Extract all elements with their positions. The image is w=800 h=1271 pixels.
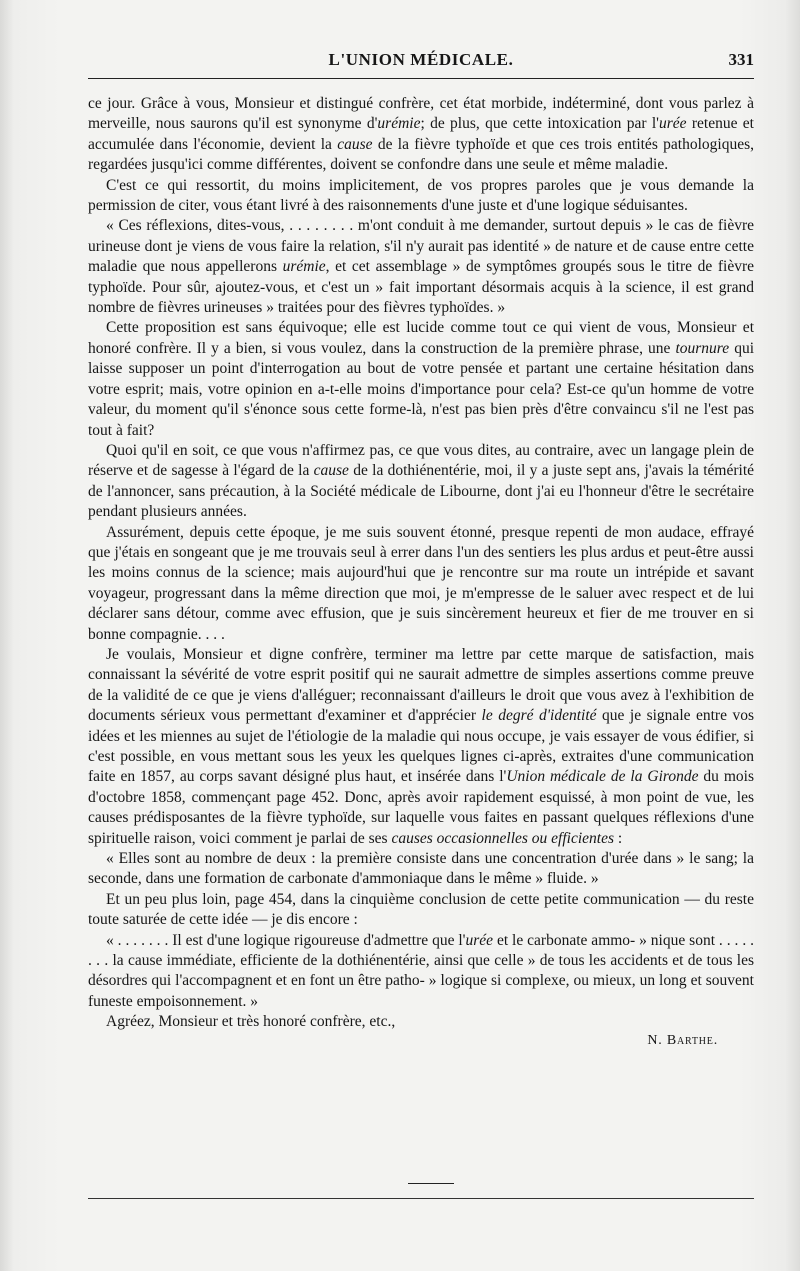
text-run: qui laisse supposer un point d'interrogation au bout de votre pensée et partant une certaine hésitation dans votre esprit; mais, votre opinion en a-t-elle moins d'importance pour cela? Est-ce qu'un homme de votre valeur, du moment qu'il s'énonce sous cette forme-là, n'est pas bien près d'être convaincu s'il ne l'est pas tout à fait? [88, 339, 755, 439]
text-run: : [614, 829, 623, 847]
text-run: de la fièvre typhoïde et que ces trois entités pathologiques, regardées jusqu'ici comme différentes, doivent se confondre dans une seule et même maladie. [88, 135, 754, 174]
italic-run: urée [658, 115, 687, 133]
running-header [88, 44, 754, 79]
italic-run: Union médicale de la Gironde [506, 768, 699, 786]
closing-salutation: Agréez, Monsieur et très honoré confrère, etc., [106, 1013, 396, 1031]
italic-run: urémie [377, 115, 421, 133]
text-run: « . . . . . . . Il est d'une logique rigoureuse d'admettre que l' [106, 931, 466, 949]
paragraph-6 [88, 645, 754, 849]
text-run: du mois d'octobre 1858, commençant page 452. Donc, après avoir rapidement esquissé, à mon point de vue, les causes prédisposantes de la fièvre typhoïde, sur laquelle vous faites en passant quelques réflexions d'une spirituelle raison, voici comment je parlai de ses [88, 768, 755, 847]
text-run: ce jour. Grâce à vous, Monsieur et distingué confrère, cet état morbide, indéterminé, dont vous parlez à merveille, nous saurons qu'il est synonyme d' [88, 95, 754, 133]
text-run: et le carbonate ammo- » nique sont . . . . . . . . la cause immédiate, efficiente de la dothiénentérie, ainsi que celle » de tous les accidents et de tous les désordres qui l'accompagnent et en font un être patho- » logique si complexe, ou mieux, un long et souvent funeste empoisonnement. » [88, 931, 754, 1010]
quote-1 [88, 216, 754, 318]
text-run: de la dothiénentérie, moi, il y a juste sept ans, j'avais la témérité de l'annoncer, sans précaution, à la Société médicale de Libourne, dont j'ai eu l'honneur d'être le secrétaire pendant plusieurs années. [88, 462, 755, 521]
italic-run: urée [465, 931, 494, 949]
quote-3 [88, 931, 754, 1013]
text-run: Quoi qu'il en soit, ce que vous n'affirmez pas, ce que vous dites, au contraire, avec un langage plein de réserve et de sagesse à l'égard de la [88, 441, 754, 480]
paragraph-3 [88, 318, 754, 440]
end-rule-short [408, 1183, 454, 1184]
text-run: retenue et accumulée dans l'économie, devient la [88, 115, 754, 153]
italic-run: cause [337, 135, 373, 153]
end-rule-long [88, 1198, 754, 1199]
article-body [88, 94, 754, 1051]
italic-run: causes occasionnelles ou efficientes [391, 829, 615, 847]
author-signature: N. Barthe. [647, 1032, 718, 1048]
journal-title: L'UNION MÉDICALE. [328, 50, 514, 69]
text-run: « Ces réflexions, dites-vous, . . . . . . . . m'ont conduit à me demander, surtout depuis » le cas de fièvre urineuse dont je viens de vous faire la relation, s'il n'y aurait pas identité » de nature et de cause entre cette maladie que nous appellerons [88, 217, 754, 276]
italic-run: urémie [282, 258, 326, 276]
paragraph-4 [88, 441, 754, 523]
text-run: Cette proposition est sans équivoque; elle est lucide comme tout ce qui vient de vous, Monsieur et honoré confrère. Il y a bien, si vous voulez, dans la construction de la première phrase, une [88, 319, 754, 357]
quote-2: « Elles sont au nombre de deux : la première consiste dans une concentration d'urée dans » le sang; la seconde, dans une formation de carbonate d'ammoniaque dans le même » fluide. » [88, 850, 754, 888]
text-run: ; de plus, que cette intoxication par l' [420, 115, 659, 133]
paragraph-5: Assurément, depuis cette époque, je me suis souvent étonné, presque repenti de mon audace, effrayé que j'étais en songeant que je me trouvais seul à errer dans l'un des sentiers les plus ardus et peut-être aussi les moins connus de la science; mais aujourd'hui que je rencontre sur ma route un intrépide et savant voyageur, progressant dans la même direction que moi, je m'empresse de le saluer avec respect et de lui déclarer sans détour, comme avec effusion, que je suis sincèrement heureux et fier de me trouver en si bonne compagnie. . . . [88, 523, 754, 643]
text-run: Je voulais, Monsieur et digne confrère, terminer ma lettre par cette marque de satisfaction, mais connaissant la sévérité de votre esprit positif qui ne saurait admettre de simples assertions comme preuve de la validité de ce que je viens d'alléguer; reconnaissant d'ailleurs le droit que vous avez à l'exhibition de documents sérieux vous permettant d'examiner et d'apprécier [88, 645, 754, 725]
paragraph-1 [88, 94, 754, 176]
italic-run: le degré d'identité [481, 707, 597, 725]
paragraph-2: C'est ce qui ressortit, du moins implicitement, de vos propres paroles que je vous demande la permission de citer, vous étant livré à des raisonnements d'une juste et d'une logique séduisantes. [88, 176, 754, 215]
italic-run: cause [313, 462, 349, 480]
text-run: , et cet assemblage » de symptômes groupés sous le titre de fièvre typhoïde. Pour sûr, ajoutez-vous, et c'est un » fait important désormais acquis à la science, il est grand nombre de fièvres urineuses » traitées pour des fièvres typhoïdes. » [88, 258, 754, 317]
paragraph-7: Et un peu plus loin, page 454, dans la cinquième conclusion de cette petite communication — du reste toute saturée de cette idée — je dis encore : [88, 890, 754, 929]
text-run: que je signale entre vos idées et les miennes au sujet de l'étiologie de la maladie qui nous occupe, je vais essayer de vous édifier, si c'est possible, en vous mettant sous les yeux les quelques lignes ci-après, extraites d'une communication faite en 1857, au corps savant désigné plus haut, et insérée dans l' [88, 707, 754, 786]
page-number: 331 [728, 50, 754, 69]
italic-run: tournure [675, 339, 730, 357]
